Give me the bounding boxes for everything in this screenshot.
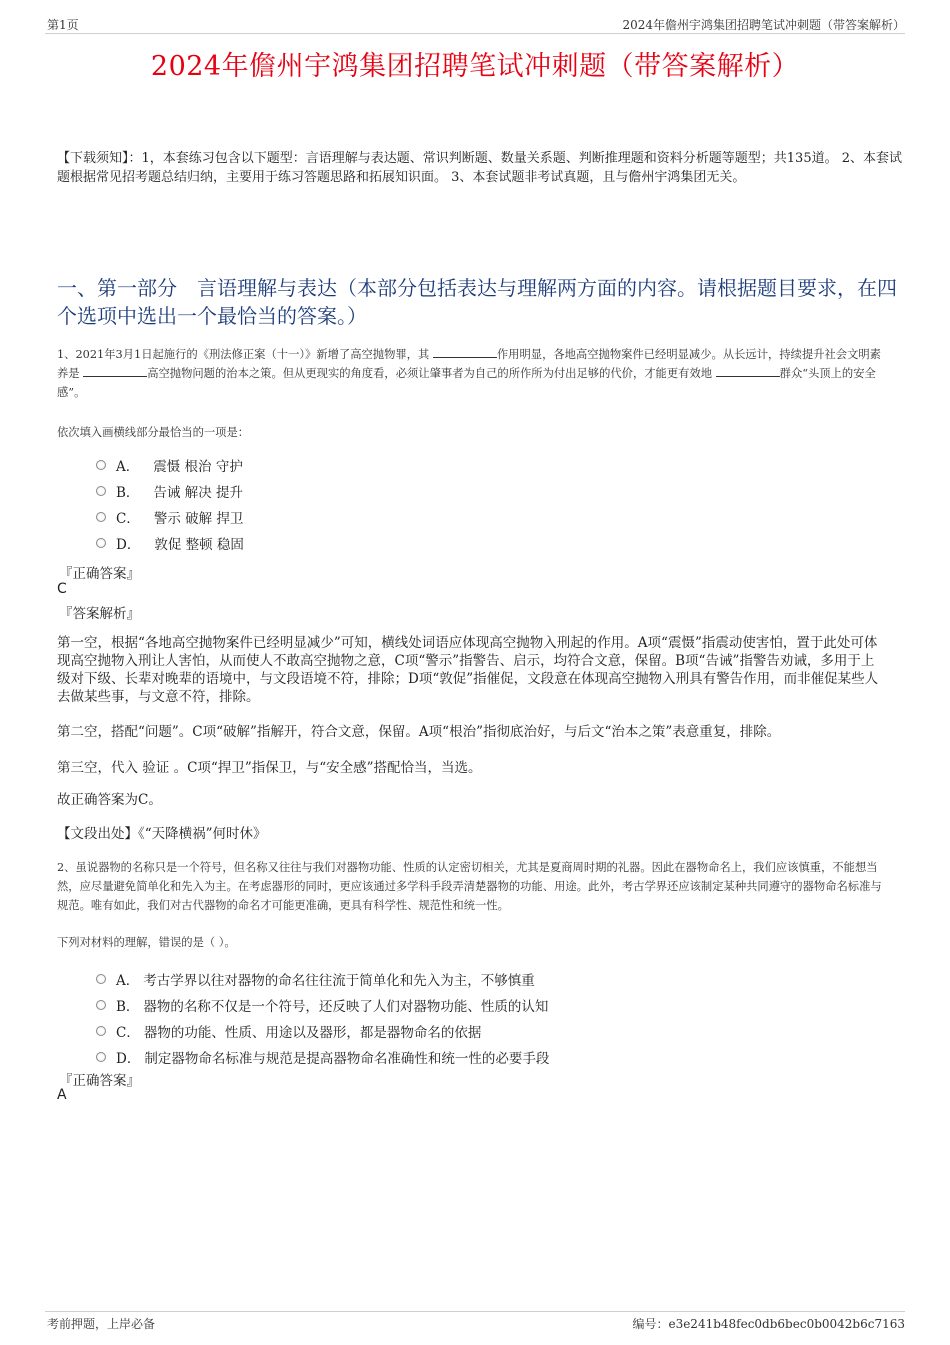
question-1-part-1: 1、2021年3月1日起施行的《刑法修正案（十一）》新增了高空抛物罪，其 bbox=[57, 348, 433, 361]
page-number: 第1页 bbox=[47, 18, 79, 32]
download-notice: 【下载须知】：1，本套练习包含以下题型：言语理解与表达题、常识判断题、数量关系题、判断推理题和资料分析题等题型；共135道。 2、本套试题根据常见招考题总结归纳，主要用于练习答题思路和拓展知识面。 3、本套试题非考试真题，且与儋州宇鸿集团无关。 bbox=[57, 151, 902, 185]
option-a[interactable]: A． 考古学界以往对器物的命名往往流于简单化和先入为主，不够慎重 bbox=[96, 966, 549, 992]
option-b[interactable]: B． 告诫 解决 提升 bbox=[96, 478, 244, 504]
question-1-part-2: 作用明显，各地高空抛物案件已经明显减少。从长远计，持续提升社会文明素养是 bbox=[57, 348, 881, 380]
correct-answer: A bbox=[57, 1087, 67, 1103]
question-1-text bbox=[57, 345, 885, 402]
correct-answer-label: 『正确答案』 bbox=[59, 1073, 140, 1089]
radio-icon[interactable] bbox=[96, 460, 106, 470]
analysis-paragraph-1: 第一空，根据“各地高空抛物案件已经明显减少”可知，横线处词语应体现高空抛物入刑起的作用。A项“震慑”指震动使害怕，置于此处可体现高空抛物入刑让人害怕，从而使人不敢高空抛物之意，C项“警示”指警告、启示，均符合文意，保留。B项“告诫”指警告劝诫，多用于上级对下级、长辈对晚辈的语境中，与文段语境不符，排除；D项“敦促”指催促，文段意在体现高空抛物入刑具有警告作用，而非催促某些人去做某些事，与文意不符，排除。 bbox=[57, 635, 879, 705]
analysis-label: 『答案解析』 bbox=[59, 606, 140, 622]
fill-blank-2 bbox=[83, 365, 147, 377]
radio-icon[interactable] bbox=[96, 1052, 106, 1062]
radio-icon[interactable] bbox=[96, 1000, 106, 1010]
analysis-paragraph-2: 第二空，搭配“问题”。C项“破解”指解开，符合文意，保留。A项“根治”指彻底治好，与后文“治本之策”表意重复，排除。 bbox=[57, 724, 781, 740]
footer-doc-id: 编号：e3e241b48fec0db6bec0b0042b6c7163 bbox=[632, 1317, 905, 1331]
correct-answer-label: 『正确答案』 bbox=[59, 566, 140, 582]
question-2-options bbox=[96, 966, 549, 1070]
question-1-options bbox=[96, 452, 244, 556]
question-1-part-4: 群众“头顶上的安全感”。 bbox=[57, 367, 876, 399]
text-source: 【文段出处】《“天降横祸”何时休》 bbox=[57, 826, 267, 842]
question-1-part-3: 高空抛物问题的治本之策。但从更现实的角度看，必须让肇事者为自己的所作所为付出足够的代价，才能更有效地 bbox=[147, 367, 716, 380]
radio-icon[interactable] bbox=[96, 1026, 106, 1036]
radio-icon[interactable] bbox=[96, 512, 106, 522]
section-heading: 一、第一部分 言语理解与表达（本部分包括表达与理解两方面的内容。请根据题目要求，在四个选项中选出一个最恰当的答案。） bbox=[57, 276, 897, 328]
page-header bbox=[45, 14, 905, 34]
fill-blank-1 bbox=[433, 346, 497, 358]
option-c[interactable]: C． 警示 破解 捍卫 bbox=[96, 504, 244, 530]
option-d[interactable]: D． 制定器物命名标准与规范是提高器物命名准确性和统一性的必要手段 bbox=[96, 1044, 549, 1070]
radio-icon[interactable] bbox=[96, 486, 106, 496]
question-2-prompt: 下列对材料的理解，错误的是（ ）。 bbox=[57, 936, 236, 949]
page-footer bbox=[45, 1311, 905, 1331]
header-doc-title: 2024年儋州宇鸿集团招聘笔试冲刺题（带答案解析） bbox=[622, 18, 905, 32]
option-a[interactable]: A． 震慑 根治 守护 bbox=[96, 452, 244, 478]
fill-blank-3 bbox=[716, 365, 780, 377]
analysis-paragraph-3: 第三空，代入 验证 。C项“捍卫”指保卫，与“安全感”搭配恰当，当选。 bbox=[57, 760, 482, 776]
question-2-text: 2、虽说器物的名称只是一个符号，但名称又往往与我们对器物功能、性质的认定密切相关，尤其是夏商周时期的礼器。因此在器物命名上，我们应该慎重，不能想当然，应尽量避免简单化和先入为主。在考虑器形的同时，更应该通过多学科手段弄清楚器物的功能、用途。此外，考古学界还应该制定某种共同遵守的器物命名标准与规范。唯有如此，我们对古代器物的命名才可能更准确，更具有科学性、规范性和统一性。 bbox=[57, 861, 882, 912]
question-1-prompt: 依次填入画横线部分最恰当的一项是： bbox=[57, 426, 250, 439]
option-d[interactable]: D． 敦促 整顿 稳固 bbox=[96, 530, 244, 556]
analysis-paragraph-4: 故正确答案为C。 bbox=[57, 792, 162, 808]
radio-icon[interactable] bbox=[96, 974, 106, 984]
document-title: 2024年儋州宇鸿集团招聘笔试冲刺题（带答案解析） bbox=[150, 51, 800, 82]
option-c[interactable]: C． 器物的功能、性质、用途以及器形，都是器物命名的依据 bbox=[96, 1018, 549, 1044]
option-b[interactable]: B． 器物的名称不仅是一个符号，还反映了人们对器物功能、性质的认知 bbox=[96, 992, 549, 1018]
footer-slogan: 考前押题，上岸必备 bbox=[47, 1317, 156, 1331]
correct-answer: C bbox=[57, 581, 67, 597]
radio-icon[interactable] bbox=[96, 538, 106, 548]
